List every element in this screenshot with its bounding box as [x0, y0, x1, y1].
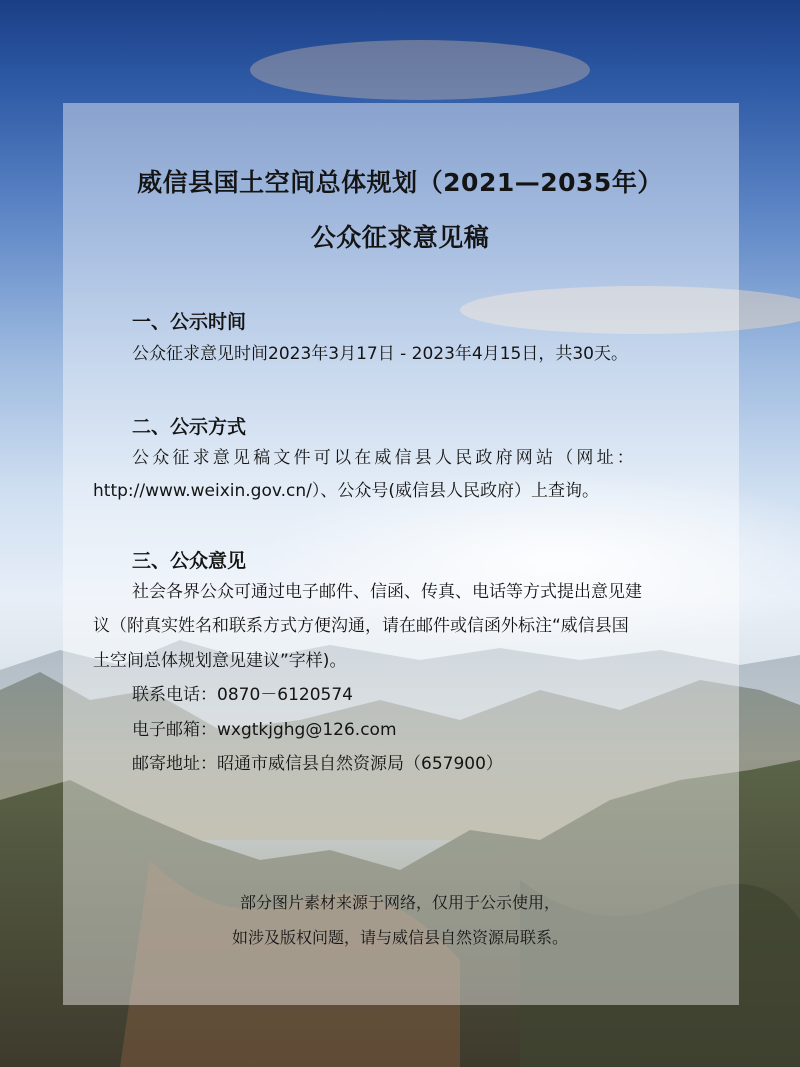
- footer-note-line-2: 如涉及版权问题，请与威信县自然资源局联系。: [231, 928, 568, 947]
- contact-address: 邮寄地址：昭通市威信县自然资源局（657900）: [132, 754, 503, 774]
- section-heading-time: 一、公示时间: [132, 311, 247, 333]
- document-title: 威信县国土空间总体规划（2021—2035年）: [137, 168, 663, 197]
- section-time-text: 公众征求意见时间2023年3月17日 - 2023年4月15日，共30天。: [132, 344, 628, 364]
- section-heading-opinion: 三、公众意见: [132, 550, 247, 572]
- contact-email: 电子邮箱：wxgtkjghg@126.com: [132, 720, 397, 740]
- section-opinion-line-1: 社会各界公众可通过电子邮件、信函、传真、电话等方式提出意见建: [132, 582, 642, 602]
- section-opinion-line-3: 土空间总体规划意见建议”字样)。: [93, 651, 347, 671]
- document-subtitle: 公众征求意见稿: [310, 223, 490, 252]
- section-method-line-2: http://www.weixin.gov.cn/）、公众号(威信县人民政府）上查询。: [93, 481, 599, 501]
- section-heading-method: 二、公示方式: [132, 416, 247, 438]
- contact-phone: 联系电话：0870－6120574: [132, 685, 353, 705]
- section-opinion-line-2: 议（附真实姓名和联系方式方便沟通，请在邮件或信函外标注“威信县国: [93, 616, 629, 636]
- footer-note-line-1: 部分图片素材来源于网络，仅用于公示使用，: [239, 893, 560, 912]
- section-method-line-1: 公众征求意见稿文件可以在威信县人民政府网站（网址：: [132, 448, 637, 468]
